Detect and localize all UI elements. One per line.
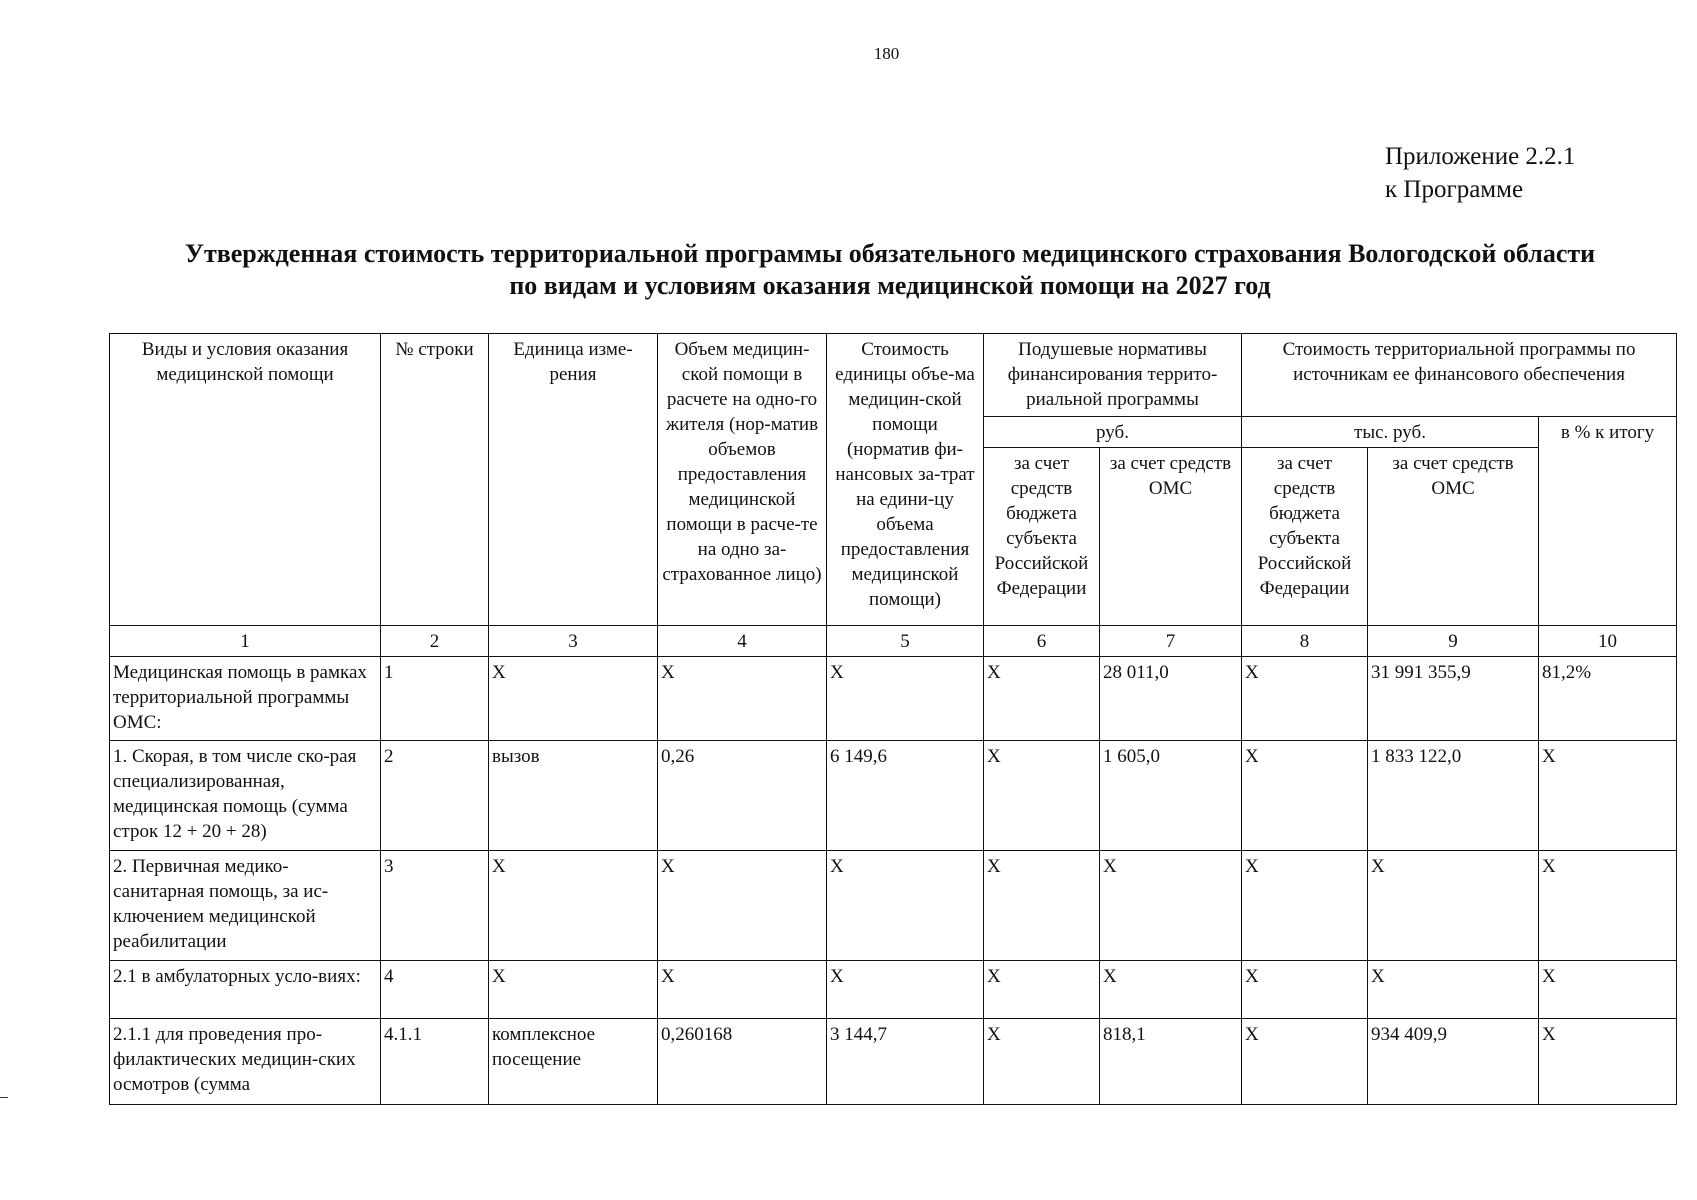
table-cell: Х (1242, 657, 1368, 741)
column-number: 5 (827, 626, 984, 657)
table-cell: 818,1 (1100, 1019, 1242, 1105)
table-cell: Х (658, 657, 827, 741)
table-cell: 2.1 в амбулаторных усло-виях: (110, 961, 381, 1019)
table-cell: 3 144,7 (827, 1019, 984, 1105)
table-cell: 2. Первичная медико-санитарная помощь, за ис-ключением медицинской реабилитации (110, 851, 381, 961)
appendix-line-1: Приложение 2.2.1 (1385, 143, 1576, 170)
appendix-line-2: к Программе (1385, 176, 1524, 203)
table-cell: 0,260168 (658, 1019, 827, 1105)
table-cell: Х (984, 657, 1100, 741)
margin-mark (0, 1097, 8, 1098)
table-cell: Х (1539, 741, 1677, 851)
header-percent-total: в % к итогу (1539, 417, 1677, 626)
table-cell: Х (489, 961, 658, 1019)
document-title (100, 238, 1680, 302)
table-cell: Х (1100, 961, 1242, 1019)
table-cell: Х (1539, 1019, 1677, 1105)
column-number: 7 (1100, 626, 1242, 657)
table-cell: Х (1242, 851, 1368, 961)
table-cell: комплексное посещение (489, 1019, 658, 1105)
column-number: 4 (658, 626, 827, 657)
cost-table (109, 333, 1677, 1105)
column-number: 10 (1539, 626, 1677, 657)
table-cell: Х (1368, 851, 1539, 961)
table-cell: вызов (489, 741, 658, 851)
table-cell: Х (984, 851, 1100, 961)
table-cell: Х (489, 851, 658, 961)
table-cell: Х (827, 657, 984, 741)
column-number: 9 (1368, 626, 1539, 657)
table-cell: Х (984, 741, 1100, 851)
header-oms-rub: за счет средств ОМС (1100, 448, 1242, 626)
table-cell: 2.1.1 для проведения про-филактических медицин-ских осмотров (сумма (110, 1019, 381, 1105)
table-cell: 0,26 (658, 741, 827, 851)
header-program-cost: Стоимость территориальной программы по источникам ее финансового обеспечения (1242, 334, 1677, 417)
table-cell: Х (1539, 851, 1677, 961)
table-row (110, 741, 1677, 851)
table-cell: 6 149,6 (827, 741, 984, 851)
header-cost-unit: Стоимость единицы объе-ма медицин-ской помощи (норматив фи-нансовых за-трат на едини-цу объема предоставления медицинской помощи) (827, 334, 984, 626)
appendix-note (1385, 140, 1575, 206)
table-cell: Медицинская помощь в рамках территориальной программы ОМС: (110, 657, 381, 741)
table-cell: 1 (381, 657, 489, 741)
column-number: 1 (110, 626, 381, 657)
table-row (110, 657, 1677, 741)
header-types: Виды и условия оказания медицинской помощи (110, 334, 381, 626)
header-oms-thous: за счет средств ОМС (1368, 448, 1539, 626)
table-cell: Х (1100, 851, 1242, 961)
table-cell: 1 833 122,0 (1368, 741, 1539, 851)
column-number: 8 (1242, 626, 1368, 657)
table-cell: Х (658, 851, 827, 961)
table-cell: Х (1242, 741, 1368, 851)
table-cell: 2 (381, 741, 489, 851)
title-line-1: Утвержденная стоимость территориальной программы обязательного медицинского страхования Вологодской области (184, 239, 1596, 268)
header-unit: Единица изме-рения (489, 334, 658, 626)
header-budget-subject-rub: за счет средств бюджета субъекта Российской Федерации (984, 448, 1100, 626)
table-row (110, 961, 1677, 1019)
table-cell: Х (1539, 961, 1677, 1019)
table-cell: Х (489, 657, 658, 741)
header-row-1 (110, 334, 1677, 417)
column-number: 6 (984, 626, 1100, 657)
header-row-no: № строки (381, 334, 489, 626)
table-cell: Х (827, 851, 984, 961)
column-number: 2 (381, 626, 489, 657)
table-cell: 1. Скорая, в том числе ско-рая специализированная, медицинская помощь (сумма строк 12 + 20 + 28) (110, 741, 381, 851)
table-cell: 4.1.1 (381, 1019, 489, 1105)
table-cell: Х (1242, 961, 1368, 1019)
table-cell: 81,2% (1539, 657, 1677, 741)
table-cell: 3 (381, 851, 489, 961)
table-cell: Х (827, 961, 984, 1019)
column-number-row (110, 626, 1677, 657)
table-cell: 31 991 355,9 (1368, 657, 1539, 741)
table-cell: 1 605,0 (1100, 741, 1242, 851)
table-row (110, 851, 1677, 961)
table-cell: Х (1242, 1019, 1368, 1105)
table-cell: Х (984, 1019, 1100, 1105)
table-row (110, 1019, 1677, 1105)
header-volume: Объем медицин-ской помощи в расчете на одно-го жителя (нор-матив объемов предоставления медицинской помощи в расче-те на одно за-страхованное лицо) (658, 334, 827, 626)
table-cell: 4 (381, 961, 489, 1019)
table-cell: Х (1368, 961, 1539, 1019)
table-cell: Х (984, 961, 1100, 1019)
header-thous-rub: тыс. руб. (1242, 417, 1539, 448)
table-cell: 28 011,0 (1100, 657, 1242, 741)
header-budget-subject-thous: за счет средств бюджета субъекта Российской Федерации (1242, 448, 1368, 626)
header-rub: руб. (984, 417, 1242, 448)
column-number: 3 (489, 626, 658, 657)
table-cell: 934 409,9 (1368, 1019, 1539, 1105)
table-cell: Х (658, 961, 827, 1019)
header-per-capita: Подушевые нормативы финансирования террито-риальной программы (984, 334, 1242, 417)
page-number: 180 (873, 44, 900, 63)
title-line-2: по видам и условиям оказания медицинской помощи на 2027 год (509, 271, 1271, 300)
